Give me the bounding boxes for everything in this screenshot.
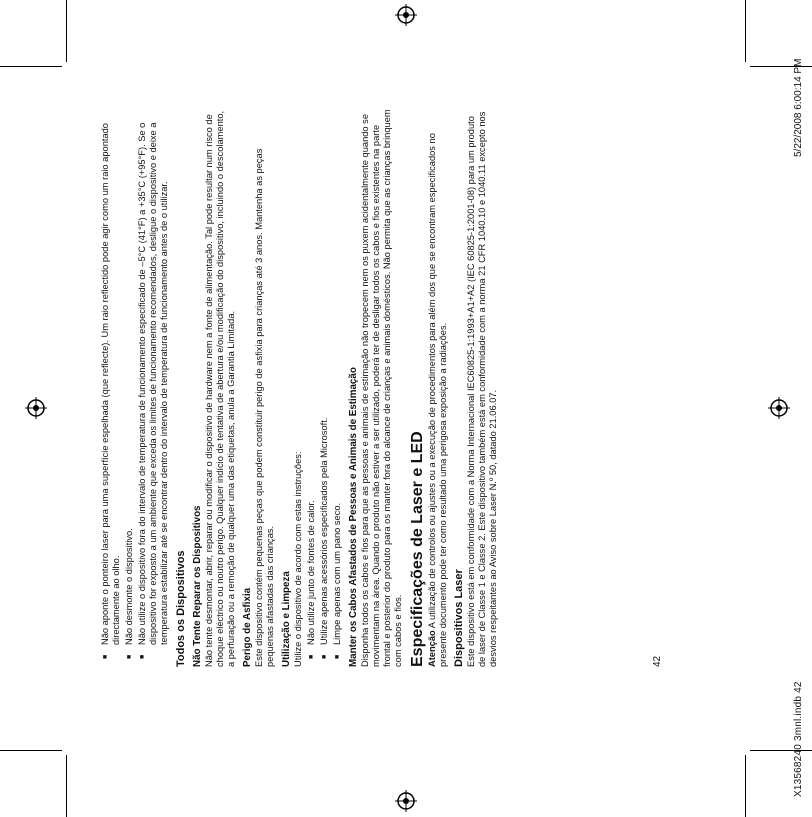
bullet-item: ■ Não desmonte o dispositivo. xyxy=(124,107,135,667)
footer-timestamp: 5/22/2008 6:00:14 PM xyxy=(793,58,804,157)
subsection-heading: Perigo de Asfixia xyxy=(242,587,253,667)
paragraph: Este dispositivo está em conformidade com a Norma Internacional IEC60825-1:1993+A1+A2 (IEC 60825-1:2001-08) para um produto de laser de Classe 1 e Classe 2. Este dispositivo também está em conformidade com a norma 21 CFR 1040.10 e 1040.11 excepto nos desvios respeitantes ao Aviso sobre Laser N.º 50, datado 21.06.07. xyxy=(466,111,498,667)
paragraph: Disponha todos os cabos e fios para que as pessoas e animais de estimação não tropecem nem os puxem acidentalmente quando se movimentam na área. Quando o produto não estiver a ser utilizado, poderá ter de desligar todos os cabos e fios existentes na parte frontal e posterior do produto para os manter fora do alcance de crianças e animais domésticos. Não permita que as crianças brinquem com cabos e fios. xyxy=(360,109,403,667)
paragraph: Este dispositivo contém pequenas peças que podem constituir perigo de asfixia para crianças até 3 anos. Mantenha as peças pequenas afastadas das crianças. xyxy=(254,148,275,667)
warning-text: A utilização de controlos ou ajustes ou a execução de procedimentos para além dos que se encontram especificados no presente documento pode ter como resultado uma perigosa exposição a radiações. xyxy=(427,133,448,667)
section-title: Especificações de Laser e LED xyxy=(409,431,426,667)
section-heading: Todos os Dispositivos xyxy=(175,550,187,667)
page-number: 42 xyxy=(652,655,663,667)
subsection-heading: Dispositivos Laser xyxy=(453,569,465,667)
bullet-item: ■ Limpe apenas com um pano seco. xyxy=(332,107,343,667)
bullet-item: ■ Utilize apenas acessórios especificados pela Microsoft. xyxy=(319,107,330,667)
warning-label: Atenção xyxy=(427,630,437,667)
subsection-heading: Utilização e Limpeza xyxy=(281,571,292,667)
subsection-heading: Não Tente Reparar os Dispositivos xyxy=(192,505,203,667)
paragraph: Utilize o dispositivo de acordo com estas instruções: xyxy=(293,451,303,667)
page-content xyxy=(100,107,501,667)
bullet-item: ■ Não utilize junto de fontes de calor. xyxy=(306,107,317,667)
bullet-item: ■ Não aponte o ponteiro laser para uma superfície espelhada (que reflecte). Um raio reflectido pode agir como um raio apontado directamente ao olho. xyxy=(100,107,122,667)
paragraph: Não tente desmontar, abrir, reparar ou modificar o dispositivo de hardware nem a fonte de alimentação. Tal pode resultar num risco de choque eléctrico ou noutro perigo. Qualquer indício de tentativa de abertura e/ou modificação do dispositivo, incluindo o descolamento, a perfuração ou a remoção de qualquer uma das etiquetas, anula a Garantia Limitada. xyxy=(204,110,236,667)
footer-file-label: X13568240 3mnl.indb 42 xyxy=(793,681,804,797)
bullet-item: ■ Não utilize o dispositivo fora do intervalo de temperatura de funcionamento especificado de –5°C (41°F) a +35°C (+95°F). Se o dispositivo for exposto a um ambiente que exceda os limites de funcionamento recomendados, desligue o dispositivo e deixe a temperatura estabilizar até se encontrar dentro do intervalo de temperatura de funcionamento antes de o utilizar. xyxy=(137,107,170,667)
subsection-heading: Manter os Cabos Afastados de Pessoas e Animais de Estimação xyxy=(348,367,359,667)
warning-paragraph xyxy=(427,107,449,667)
